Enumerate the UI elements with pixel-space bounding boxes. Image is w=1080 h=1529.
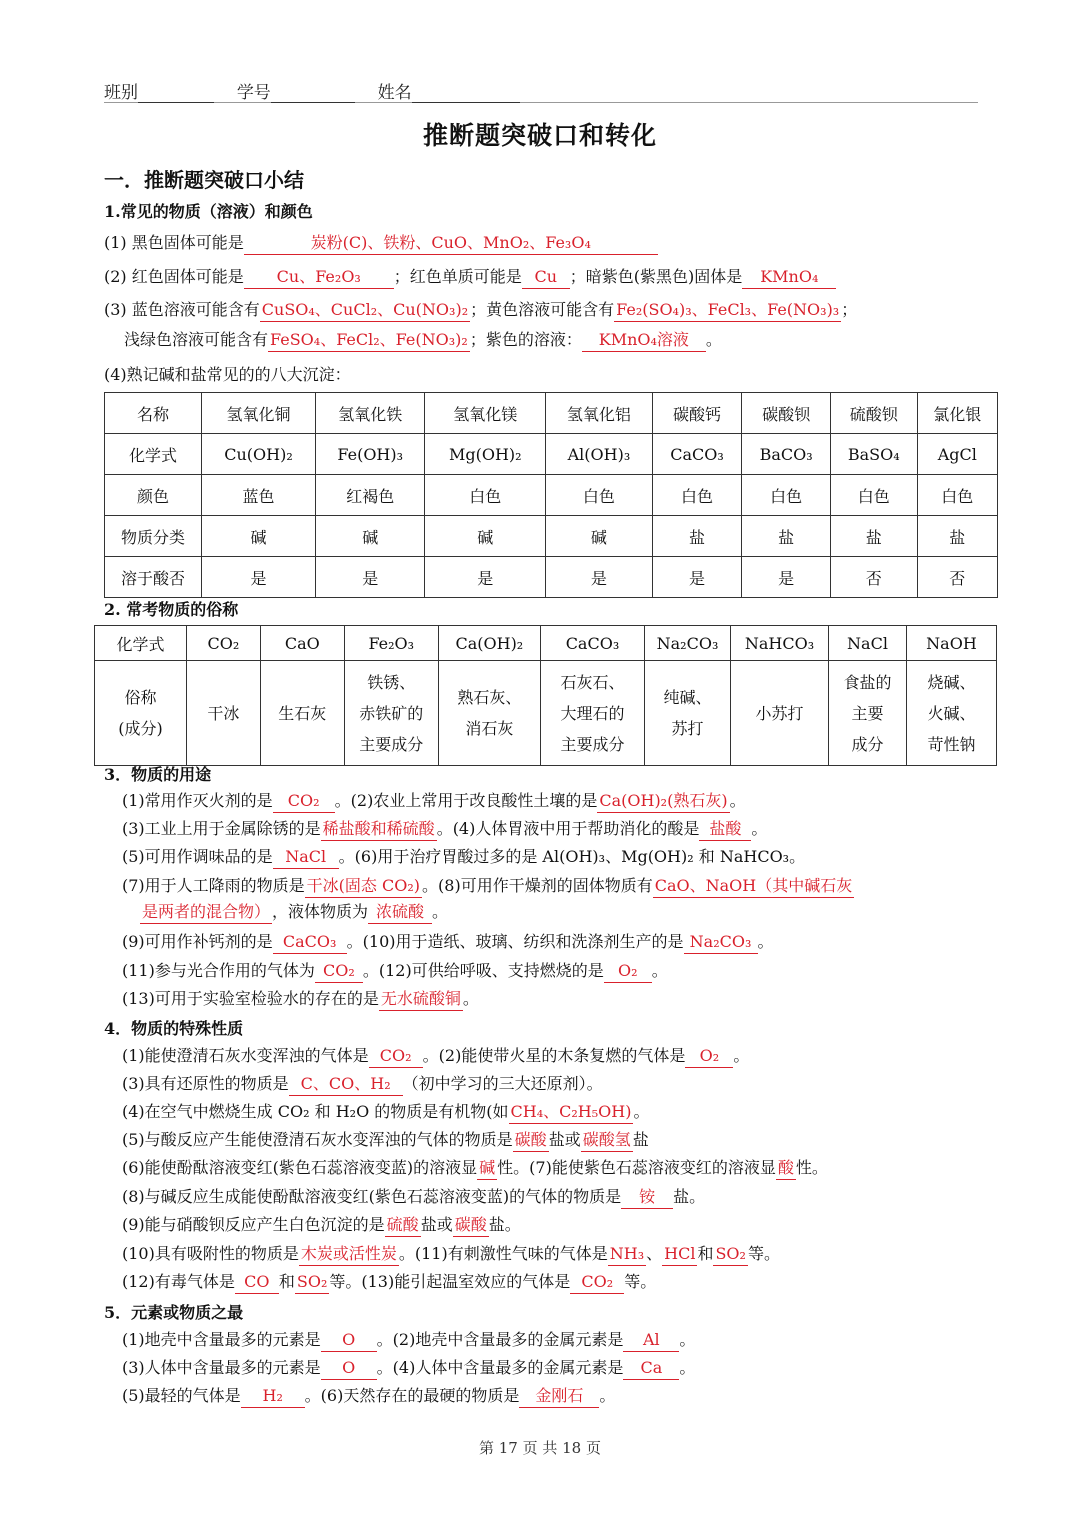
answer-blank: Al (623, 1329, 679, 1352)
header-cell: CO₂ (187, 626, 261, 661)
answer-blank: 木炭或活性炭 (299, 1243, 399, 1266)
table-cell: 氢氧化铁 (316, 393, 425, 434)
table-cell: 盐 (917, 516, 997, 557)
row-header-cell: 名称 (105, 393, 202, 434)
row-header-cell: 物质分类 (105, 516, 202, 557)
table-cell: 白色 (830, 475, 917, 516)
name-blank[interactable] (412, 84, 520, 103)
section-heading: 一．推断题突破口小结 (104, 168, 304, 192)
question-line: (13)可用于实验室检验水的存在的是 无水硫酸铜 。 (122, 988, 479, 1011)
subsection-heading: 1.常见的物质（溶液）和颜色 (104, 202, 313, 221)
answer-blank: Cu、Fe₂O₃ (244, 266, 394, 289)
answer-blank: C、CO、H₂ (289, 1073, 403, 1096)
answer-blank: Ca(OH)₂(熟石灰) (597, 790, 729, 813)
row-header-cell (95, 661, 187, 766)
table-cell: 碱 (202, 516, 316, 557)
cell-line: 烧碱、 (927, 672, 976, 692)
table-cell: 是 (202, 557, 316, 598)
answer-blank: 碱 (477, 1157, 497, 1180)
answer-blank: CH₄、C₂H₅OH) (509, 1101, 634, 1124)
answer-blank: FeSO₄、FeCl₂、Fe(NO₃)₂ (268, 329, 470, 352)
answer-blank: CuSO₄、CuCl₂、Cu(NO₃)₂ (260, 299, 470, 322)
table-cell: BaCO₃ (742, 434, 831, 475)
answer-blank: NaCl (273, 846, 339, 869)
table-cell: 蓝色 (202, 475, 316, 516)
question-line: (3)具有还原性的物质是 C、CO、H₂ （初中学习的三大还原剂）。 (122, 1073, 603, 1096)
table-cell: 氢氧化镁 (425, 393, 546, 434)
table-row (105, 557, 998, 598)
cell-line: 火碱、 (927, 703, 976, 723)
row-label-line: (成分) (118, 719, 163, 738)
answer-blank: CO₂ (315, 960, 363, 983)
answer-blank: CO (235, 1271, 279, 1294)
cell-line: 苏打 (671, 719, 704, 738)
cell-line: 熟石灰、 (457, 688, 522, 707)
cell-line: 成分 (851, 734, 884, 754)
answer-blank: 铵 (621, 1186, 673, 1209)
question-line: (8)与碱反应生成能使酚酞溶液变红(紫色石蕊溶液变蓝)的气体的物质是 铵 盐。 (122, 1186, 705, 1209)
table-row (105, 516, 998, 557)
table-cell: 氯化银 (917, 393, 997, 434)
table-cell (540, 661, 644, 766)
table-cell: 盐 (742, 516, 831, 557)
table-cell: 白色 (425, 475, 546, 516)
question-line: (9)能与硝酸钡反应产生白色沉淀的是 硫酸 盐或 碳酸 盐。 (122, 1214, 521, 1237)
header-cell: NaCl (829, 626, 907, 661)
answer-blank: 碳酸氢 (581, 1129, 633, 1152)
table-cell (829, 661, 907, 766)
table-cell: 红褐色 (316, 475, 425, 516)
table-cell: 硫酸钡 (830, 393, 917, 434)
answer-blank: 碳酸 (513, 1129, 549, 1152)
answer-blank: CaCO₃ (273, 931, 347, 954)
class-blank[interactable] (138, 84, 214, 103)
table-header-row (95, 626, 997, 661)
subsection-heading: 5．元素或物质之最 (104, 1303, 244, 1322)
table-cell: 否 (830, 557, 917, 598)
answer-blank: KMnO₄溶液 (582, 329, 706, 352)
question-line: (2) 红色固体可能是 Cu、Fe₂O₃ ；红色单质可能是 Cu ；暗紫色(紫黑色)固体是 KMnO₄ (104, 266, 836, 289)
table-cell: 白色 (742, 475, 831, 516)
answer-blank: Na₂CO₃ (684, 931, 758, 954)
student-id-blank[interactable] (271, 84, 355, 103)
cell-line: 铁锈、 (367, 672, 416, 692)
question-line: 浅绿色溶液可能含有 FeSO₄、FeCl₂、Fe(NO₃)₂ ；紫色的溶液： KMnO₄溶液 。 (124, 329, 722, 352)
answer-blank: 盐酸 (699, 818, 751, 841)
cell-line: 食盐的 (843, 672, 892, 692)
table-cell (438, 661, 540, 766)
question-line: (5)可用作调味品的是 NaCl 。(6)用于治疗胃酸过多的是 Al(OH)₃、Mg(OH)₂ 和 NaHCO₃。 (122, 846, 805, 869)
cell-line: 赤铁矿的 (359, 703, 424, 723)
subsection-heading: 3．物质的用途 (104, 765, 212, 784)
common-names-table (94, 625, 997, 766)
header-cell: 化学式 (95, 626, 187, 661)
answer-blank: H₂ (241, 1385, 305, 1408)
class-label: 班别 (104, 83, 138, 103)
answer-blank: SO₂ (713, 1243, 748, 1266)
question-line: (12)有毒气体是 CO 和 SO₂ 等。(13)能引起温室效应的气体是 CO₂ 等。 (122, 1271, 656, 1294)
table-cell (344, 661, 438, 766)
table-cell (730, 661, 828, 766)
table-cell: 盐 (830, 516, 917, 557)
table-row (105, 475, 998, 516)
cell-line: 石灰石、 (560, 672, 625, 692)
table-cell: 是 (546, 557, 653, 598)
table-cell: Fe(OH)₃ (316, 434, 425, 475)
precipitates-table (104, 392, 998, 598)
table-cell: 白色 (546, 475, 653, 516)
question-line: (1)能使澄清石灰水变浑浊的气体是 CO₂ 。(2)能使带火星的木条复燃的气体是 O₂ 。 (122, 1045, 749, 1068)
table-cell: 氢氧化铜 (202, 393, 316, 434)
table-cell: 否 (917, 557, 997, 598)
question-line: (5)与酸反应产生能使澄清石灰水变浑浊的气体的物质是 碳酸 盐或 碳酸氢 盐 (122, 1129, 649, 1152)
student-id-label: 学号 (236, 83, 271, 103)
question-line: (7)用于人工降雨的物质是 干冰(固态 CO₂) 。(8)可用作干燥剂的固体物质有 CaO、NaOH（其中碱石灰 (122, 875, 854, 898)
subsection-heading: 2. 常考物质的俗称 (104, 600, 239, 619)
header-cell: Ca(OH)₂ (438, 626, 540, 661)
table-cell: 碱 (546, 516, 653, 557)
table-cell: 碳酸钙 (652, 393, 742, 434)
table-cell: 氢氧化铝 (546, 393, 653, 434)
row-header-cell: 颜色 (105, 475, 202, 516)
table-cell: 是 (425, 557, 546, 598)
answer-blank: 干冰(固态 CO₂) (305, 875, 422, 898)
cell-line: 苛性钠 (927, 734, 976, 754)
answer-blank: 无水硫酸铜 (379, 988, 463, 1011)
answer-blank: CaO、NaOH（其中碱石灰 (653, 875, 855, 898)
table-cell: 碱 (425, 516, 546, 557)
row-header-cell: 化学式 (105, 434, 202, 475)
table-cell (906, 661, 996, 766)
question-line: (5)最轻的气体是 H₂ 。(6)天然存在的最硬的物质是 金刚石 。 (122, 1385, 615, 1408)
question-line: (4)熟记碱和盐常见的的八大沉淀： (104, 365, 351, 384)
table-row (105, 434, 998, 475)
cell-line: 小苏打 (755, 703, 804, 723)
question-line: (10)具有吸附性的物质是 木炭或活性炭 。(11)有刺激性气味的气体是 NH₃ 、 HCl 和 SO₂ 等。 (122, 1243, 780, 1266)
answer-blank: O (321, 1329, 377, 1352)
cell-line: 大理石的 (560, 703, 625, 723)
header-cell: NaHCO₃ (730, 626, 828, 661)
table-row (105, 393, 998, 434)
answer-blank: 浓硫酸 (368, 901, 432, 924)
table-cell: 碱 (316, 516, 425, 557)
table-cell: BaSO₄ (830, 434, 917, 475)
cell-line: 主要 (851, 703, 884, 723)
table-cell (260, 661, 344, 766)
table-cell: 白色 (917, 475, 997, 516)
answer-blank: Cu (522, 266, 570, 289)
answer-blank: CO₂ (369, 1045, 423, 1068)
answer-blank: 炭粉(C)、铁粉、CuO、MnO₂、Fe₃O₄ (244, 232, 658, 255)
question-line: (4)在空气中燃烧生成 CO₂ 和 H₂O 的物质是有机物(如 CH₄、C₂H₅OH) 。 (122, 1101, 649, 1124)
name-label: 姓名 (377, 83, 412, 103)
table-cell: Al(OH)₃ (546, 434, 653, 475)
subsection-heading: 4．物质的特殊性质 (104, 1019, 244, 1038)
question-line: (3)工业上用于金属除锈的是 稀盐酸和稀硫酸 。(4)人体胃液中用于帮助消化的酸是 盐酸 。 (122, 818, 767, 841)
header-cell: Fe₂O₃ (344, 626, 438, 661)
cell-line: 消石灰 (465, 719, 514, 738)
question-line: 是两者的混合物） ，液体物质为 浓硫酸 。 (140, 901, 448, 924)
header-cell: CaO (260, 626, 344, 661)
header-cell: NaOH (906, 626, 996, 661)
answer-blank: 是两者的混合物） (140, 901, 272, 924)
question-line: (1)常用作灭火剂的是 CO₂ 。(2)农业上常用于改良酸性土壤的是 Ca(OH)₂(熟石灰) 。 (122, 790, 746, 813)
page-title: 推断题突破口和转化 (422, 121, 657, 150)
answer-blank: 稀盐酸和稀硫酸 (321, 818, 437, 841)
table-cell: 是 (652, 557, 742, 598)
answer-blank: NH₃ (608, 1243, 646, 1266)
answer-blank: 碳酸 (453, 1214, 489, 1237)
answer-blank: 酸 (776, 1157, 796, 1180)
question-line: (3)人体中含量最多的元素是 O 。(4)人体中含量最多的金属元素是 Ca 。 (122, 1357, 695, 1380)
answer-blank: HCl (662, 1243, 697, 1266)
header-cell: CaCO₃ (540, 626, 644, 661)
table-cell: 是 (316, 557, 425, 598)
answer-blank: Ca (623, 1357, 679, 1380)
answer-blank: O₂ (685, 1045, 733, 1068)
table-cell: 盐 (652, 516, 742, 557)
student-info-header (104, 78, 978, 103)
page-number: 第 17 页 共 18 页 (478, 1439, 601, 1457)
header-cell: Na₂CO₃ (645, 626, 731, 661)
table-cell: 白色 (652, 475, 742, 516)
answer-blank: 硫酸 (385, 1214, 421, 1237)
answer-blank: O (321, 1357, 377, 1380)
table-cell: AgCl (917, 434, 997, 475)
table-cell (187, 661, 261, 766)
answer-blank: O₂ (604, 960, 652, 983)
table-row (95, 661, 997, 766)
question-line: (9)可用作补钙剂的是 CaCO₃ 。(10)用于造纸、玻璃、纺织和洗涤剂生产的是 Na₂CO₃ 。 (122, 931, 774, 954)
answer-blank: SO₂ (295, 1271, 330, 1294)
answer-blank: CO₂ (273, 790, 335, 813)
table-cell: CaCO₃ (652, 434, 742, 475)
row-label-line: 俗称 (124, 688, 157, 707)
table-cell (645, 661, 731, 766)
cell-line: 干冰 (207, 703, 240, 723)
question-line: (6)能使酚酞溶液变红(紫色石蕊溶液变蓝)的溶液显 碱 性。(7)能使紫色石蕊溶液变红的溶液显 酸 性。 (122, 1157, 828, 1180)
cell-line: 生石灰 (278, 703, 327, 723)
answer-blank: 金刚石 (519, 1385, 599, 1408)
question-line: (1) 黑色固体可能是 炭粉(C)、铁粉、CuO、MnO₂、Fe₃O₄ (104, 232, 658, 255)
table-cell: Cu(OH)₂ (202, 434, 316, 475)
cell-line: 主要成分 (560, 734, 625, 754)
question-line: (3) 蓝色溶液可能含有 CuSO₄、CuCl₂、Cu(NO₃)₂ ；黄色溶液可能含有 Fe₂(SO₄)₃、FeCl₃、Fe(NO₃)₃ ； (104, 299, 857, 322)
table-cell: Mg(OH)₂ (425, 434, 546, 475)
cell-line: 纯碱、 (663, 688, 712, 707)
answer-blank: KMnO₄ (742, 266, 836, 289)
question-line: (1)地壳中含量最多的元素是 O 。(2)地壳中含量最多的金属元素是 Al 。 (122, 1329, 695, 1352)
answer-blank: Fe₂(SO₄)₃、FeCl₃、Fe(NO₃)₃ (614, 299, 841, 322)
row-header-cell: 溶于酸否 (105, 557, 202, 598)
cell-line: 主要成分 (359, 734, 424, 754)
table-cell: 碳酸钡 (742, 393, 831, 434)
table-cell: 是 (742, 557, 831, 598)
question-line: (11)参与光合作用的气体为 CO₂ 。(12)可供给呼吸、支持燃烧的是 O₂ 。 (122, 960, 668, 983)
answer-blank: CO₂ (570, 1271, 624, 1294)
